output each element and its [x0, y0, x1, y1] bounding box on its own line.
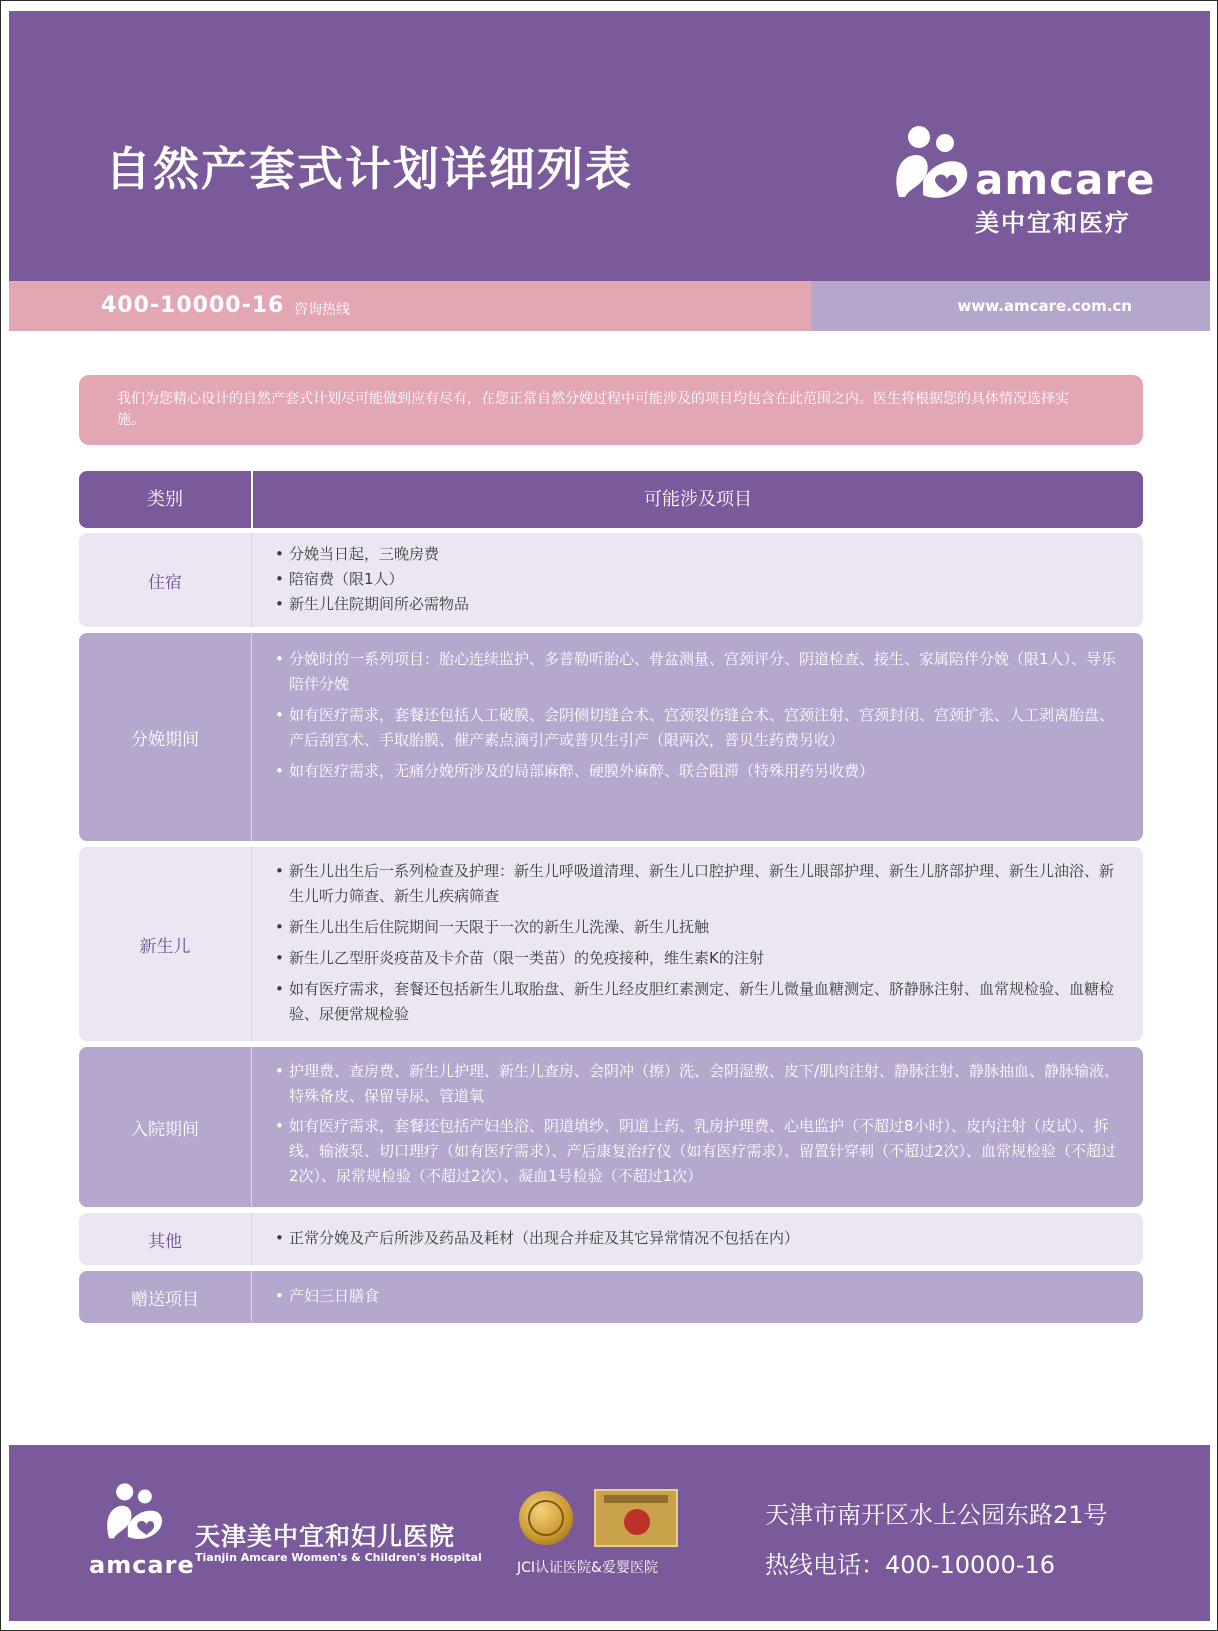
family-logo-icon — [889, 123, 973, 203]
list-item: • 新生儿出生后住院期间一天限于一次的新生儿洗澡、新生儿抚触 — [275, 915, 1125, 940]
list-item: • 新生儿乙型肝炎疫苗及卡介苗（限一类苗）的免疫接种，维生素K的注射 — [275, 946, 1125, 971]
row-divider — [251, 533, 252, 627]
header-category: 类别 — [147, 489, 183, 510]
list-item: • 分娩时的一系列项目：胎心连续监护、多普勒听胎心、骨盆测量、宫颈评分、阴道检查、接生、家属陪伴分娩（限1人）、导乐陪伴分娩 — [275, 647, 1125, 697]
row-divider — [251, 1047, 252, 1207]
row-category: 分娩期间 — [131, 729, 199, 750]
hotline-number: 400-10000-16 — [101, 293, 285, 318]
intro-box — [79, 375, 1143, 445]
table-row-newborn — [79, 847, 1143, 1041]
footer — [9, 1445, 1210, 1621]
list-item: • 如有医疗需求，套餐还包括新生儿取胎盘、新生儿经皮胆红素测定、新生儿微量血糖测定、脐静脉注射、血常规检验、血糖检验、尿便常规检验 — [275, 977, 1125, 1027]
logo-subtitle: 美中宜和医疗 — [975, 209, 1131, 237]
row-divider — [251, 847, 252, 1041]
baby-friendly-badge-icon — [594, 1489, 678, 1547]
page-title: 自然产套式计划详细列表 — [105, 142, 633, 196]
family-logo-icon — [101, 1481, 167, 1543]
website-bar — [811, 281, 1210, 331]
logo-wordmark: amcare — [975, 155, 1156, 204]
website-link[interactable]: www.amcare.com.cn — [957, 297, 1132, 315]
intro-text: 我们为您精心设计的自然产套式计划尽可能做到应有尽有，在您正常自然分娩过程中可能涉及的项目均包含在此范围之内。医生将根据您的具体情况选择实施。 — [117, 391, 1069, 428]
row-category: 其他 — [148, 1231, 182, 1252]
jci-badge-icon — [519, 1491, 573, 1545]
row-items — [275, 1059, 1125, 1189]
row-items — [275, 647, 1125, 784]
row-category: 入院期间 — [131, 1119, 199, 1140]
list-item: • 新生儿住院期间所必需物品 — [275, 592, 1125, 617]
row-items — [275, 542, 1125, 617]
hotline-bar — [9, 281, 811, 331]
table-row-inpatient — [79, 1047, 1143, 1207]
list-item: • 陪宿费（限1人） — [275, 567, 1125, 592]
amcare-logo — [889, 123, 1156, 237]
table-row-lodging — [79, 533, 1143, 627]
row-divider — [251, 1213, 252, 1265]
table-row-gift — [79, 1271, 1143, 1323]
list-item: • 护理费、查房费、新生儿护理、新生儿查房、会阴冲（擦）洗、会阴湿敷、皮下/肌肉注射、静脉注射、静脉抽血、静脉输液、特殊备皮、保留导尿、管道氧 — [275, 1059, 1125, 1109]
row-divider — [251, 1271, 252, 1323]
list-item: • 如有医疗需求，套餐还包括人工破膜、会阴侧切缝合术、宫颈裂伤缝合术、宫颈注射、宫颈封闭、宫颈扩张、人工剥离胎盘、产后刮宫术、手取胎膜、催产素点滴引产或普贝生引产（限两次，普贝生药费另收） — [275, 703, 1125, 753]
row-items — [275, 859, 1125, 1027]
list-item: • 产妇三日膳食 — [275, 1284, 1125, 1309]
row-divider — [251, 633, 252, 841]
hotline-label: 咨询热线 — [294, 302, 350, 318]
row-category: 赠送项目 — [131, 1289, 199, 1310]
address: 天津市南开区水上公园东路21号 — [765, 1501, 1108, 1529]
row-items — [275, 1226, 1125, 1251]
hospital-name: 天津美中宜和妇儿医院 — [195, 1522, 456, 1551]
table-header — [79, 471, 1143, 528]
list-item: • 新生儿出生后一系列检查及护理：新生儿呼吸道清理、新生儿口腔护理、新生儿眼部护理、新生儿脐部护理、新生儿油浴、新生儿听力筛查、新生儿疾病筛查 — [275, 859, 1125, 909]
footer-logo-wordmark: amcare — [89, 1551, 195, 1579]
row-items — [275, 1284, 1125, 1309]
list-item: • 分娩当日起，三晚房费 — [275, 542, 1125, 567]
footer-hotline: 热线电话：400-10000-16 — [765, 1551, 1056, 1579]
certification-text: JCI认证医院&爱婴医院 — [517, 1560, 658, 1576]
row-category: 新生儿 — [139, 936, 191, 957]
table-row-other — [79, 1213, 1143, 1265]
hospital-name-en: Tianjin Amcare Women's & Children's Hospital — [195, 1551, 482, 1564]
row-category: 住宿 — [148, 572, 182, 593]
header — [9, 11, 1210, 281]
table-row-delivery — [79, 633, 1143, 841]
list-item: • 如有医疗需求，套餐还包括产妇坐浴、阴道填纱、阴道上药、乳房护理费、心电监护（不超过8小时）、皮内注射（皮试）、拆线、输液泵、切口理疗（如有医疗需求）、产后康复治疗仪（如有医疗需求）、留置针穿刺（不超过2次）、血常规检验（不超过2次）、尿常规检验（不超过2次）、凝血1号检验（不超过1次） — [275, 1114, 1125, 1189]
list-item: • 如有医疗需求，无痛分娩所涉及的局部麻醉、硬膜外麻醉、联合阻滞（特殊用药另收费） — [275, 759, 1125, 784]
header-items: 可能涉及项目 — [644, 489, 752, 510]
list-item: • 正常分娩及产后所涉及药品及耗材（出现合并症及其它异常情况不包括在内） — [275, 1226, 1125, 1251]
